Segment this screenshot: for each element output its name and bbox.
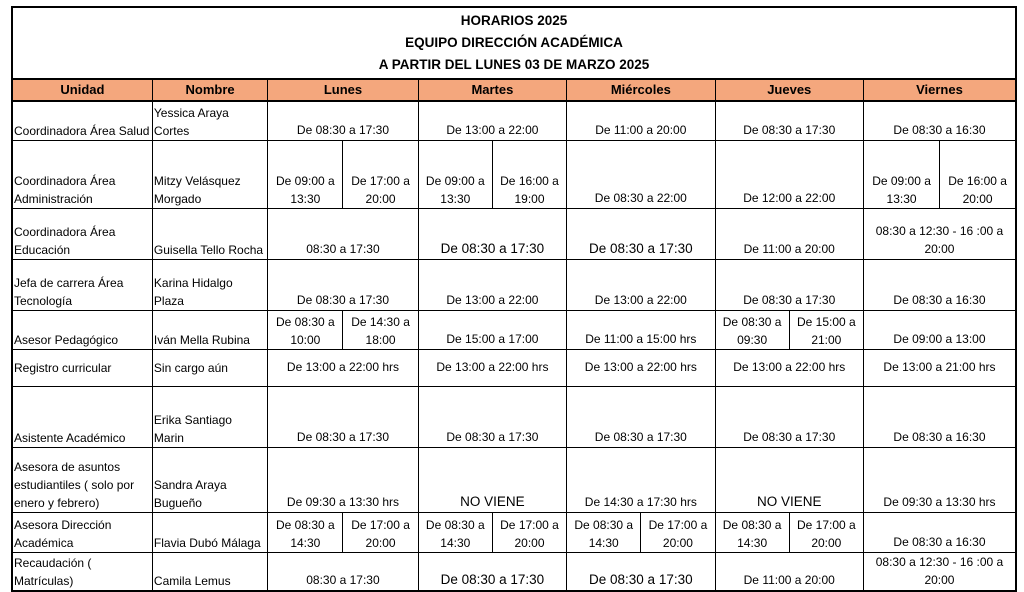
header-row (12, 79, 1016, 101)
cell-jueves-a: De 08:30 a 09:30 (715, 310, 789, 349)
cell-nombre: Camila Lemus (152, 552, 267, 591)
cell-lunes-a: De 08:30 a 14:30 (268, 512, 343, 552)
cell-unidad: Recaudación ( Matrículas) (12, 552, 152, 591)
title-block (11, 6, 1017, 78)
cell-nombre: Iván Mella Rubina (152, 310, 267, 349)
cell-viernes: De 08:30 a 16:30 (863, 259, 1016, 310)
cell-miercoles-b: De 17:00 a 20:00 (641, 512, 715, 552)
table-row (12, 101, 1016, 140)
cell-nombre: Sandra Araya Bugueño (152, 447, 267, 512)
header-jueves: Jueves (715, 79, 863, 101)
table-row (12, 310, 1016, 349)
cell-martes: De 13:00 a 22:00 hrs (418, 349, 566, 386)
cell-jueves: De 11:00 a 20:00 (715, 552, 863, 591)
cell-martes: De 15:00 a 17:00 (418, 310, 566, 349)
cell-unidad: Jefa de carrera Área Tecnología (12, 259, 152, 310)
cell-miercoles: De 08:30 a 17:30 (567, 552, 715, 591)
cell-miercoles: De 13:00 a 22:00 hrs (567, 349, 715, 386)
cell-martes: De 08:30 a 17:30 (418, 552, 566, 591)
header-nombre: Nombre (152, 79, 267, 101)
cell-unidad: Coordinadora Área Educación (12, 208, 152, 259)
cell-lunes-b: De 14:30 a 18:00 (343, 310, 418, 349)
cell-lunes: De 08:30 a 17:30 (268, 259, 418, 310)
cell-lunes: 08:30 a 17:30 (268, 552, 418, 591)
cell-lunes: De 08:30 a 17:30 (268, 386, 418, 447)
cell-viernes: De 08:30 a 16:30 (863, 386, 1016, 447)
cell-lunes-b: De 17:00 a 20:00 (343, 140, 418, 208)
cell-jueves-b: De 17:00 a 20:00 (789, 512, 863, 552)
cell-nombre: Flavia Dubó Málaga (152, 512, 267, 552)
schedule-document (11, 6, 1017, 592)
cell-jueves: De 08:30 a 17:30 (715, 259, 863, 310)
cell-martes-a: De 09:00 a 13:30 (418, 140, 492, 208)
table-row (12, 349, 1016, 386)
cell-jueves: De 13:00 a 22:00 hrs (715, 349, 863, 386)
cell-miercoles: De 08:30 a 17:30 (567, 386, 715, 447)
cell-lunes: De 08:30 a 17:30 (268, 101, 418, 140)
header-martes: Martes (418, 79, 566, 101)
cell-martes: NO VIENE (418, 447, 566, 512)
cell-lunes: De 13:00 a 22:00 hrs (268, 349, 418, 386)
cell-martes: De 08:30 a 17:30 (418, 386, 566, 447)
cell-jueves: De 08:30 a 17:30 (715, 386, 863, 447)
cell-miercoles: De 13:00 a 22:00 (567, 259, 715, 310)
cell-jueves-a: De 08:30 a 14:30 (715, 512, 789, 552)
cell-nombre: Erika Santiago Marin (152, 386, 267, 447)
cell-miercoles: De 11:00 a 20:00 (567, 101, 715, 140)
cell-miercoles: De 08:30 a 17:30 (567, 208, 715, 259)
cell-unidad: Asistente Académico (12, 386, 152, 447)
cell-viernes: 08:30 a 12:30 - 16 :00 a 20:00 (863, 552, 1016, 591)
cell-unidad: Registro curricular (12, 349, 152, 386)
cell-miercoles: De 08:30 a 22:00 (567, 140, 715, 208)
cell-miercoles-a: De 08:30 a 14:30 (567, 512, 641, 552)
title-line-1: HORARIOS 2025 (460, 13, 568, 28)
cell-nombre: Sin cargo aún (152, 349, 267, 386)
cell-lunes: 08:30 a 17:30 (268, 208, 418, 259)
cell-viernes: De 09:30 a 13:30 hrs (863, 447, 1016, 512)
cell-viernes: De 09:00 a 13:00 (863, 310, 1016, 349)
schedule-table (11, 78, 1017, 592)
cell-lunes-a: De 08:30 a 10:00 (268, 310, 343, 349)
cell-jueves: De 08:30 a 17:30 (715, 101, 863, 140)
cell-unidad: Asesora Dirección Académica (12, 512, 152, 552)
cell-jueves: NO VIENE (715, 447, 863, 512)
cell-lunes: De 09:30 a 13:30 hrs (268, 447, 418, 512)
cell-martes-a: De 08:30 a 14:30 (418, 512, 492, 552)
table-row (12, 552, 1016, 591)
table-row (12, 512, 1016, 552)
table-row (12, 208, 1016, 259)
cell-unidad: Asesora de asuntos estudiantiles ( solo por enero y febrero) (12, 447, 152, 512)
cell-jueves-b: De 15:00 a 21:00 (789, 310, 863, 349)
cell-nombre: Yessica Araya Cortes (152, 101, 267, 140)
cell-lunes-a: De 09:00 a 13:30 (268, 140, 343, 208)
cell-viernes-a: De 09:00 a 13:30 (863, 140, 939, 208)
cell-unidad: Asesor Pedagógico (12, 310, 152, 349)
cell-martes: De 08:30 a 17:30 (418, 208, 566, 259)
cell-miercoles: De 11:00 a 15:00 hrs (567, 310, 715, 349)
header-unidad: Unidad (12, 79, 152, 101)
title-line-2: EQUIPO DIRECCIÓN ACADÉMICA (405, 35, 623, 50)
table-row (12, 259, 1016, 310)
cell-viernes: De 08:30 a 16:30 (863, 512, 1016, 552)
cell-jueves: De 12:00 a 22:00 (715, 140, 863, 208)
header-viernes: Viernes (863, 79, 1016, 101)
cell-jueves: De 11:00 a 20:00 (715, 208, 863, 259)
cell-nombre: Karina Hidalgo Plaza (152, 259, 267, 310)
cell-unidad: Coordinadora Área Administración (12, 140, 152, 208)
cell-martes-b: De 17:00 a 20:00 (492, 512, 566, 552)
table-row (12, 386, 1016, 447)
title-line-3: A PARTIR DEL LUNES 03 DE MARZO 2025 (378, 57, 650, 72)
cell-viernes: De 08:30 a 16:30 (863, 101, 1016, 140)
cell-unidad: Coordinadora Área Salud (12, 101, 152, 140)
cell-viernes: 08:30 a 12:30 - 16 :00 a 20:00 (863, 208, 1016, 259)
cell-viernes-b: De 16:00 a 20:00 (940, 140, 1016, 208)
cell-miercoles: De 14:30 a 17:30 hrs (567, 447, 715, 512)
cell-martes-b: De 16:00 a 19:00 (492, 140, 566, 208)
cell-nombre: Guisella Tello Rocha (152, 208, 267, 259)
table-row (12, 447, 1016, 512)
header-miercoles: Miércoles (567, 79, 715, 101)
cell-martes: De 13:00 a 22:00 (418, 101, 566, 140)
cell-lunes-b: De 17:00 a 20:00 (343, 512, 418, 552)
cell-nombre: Mitzy Velásquez Morgado (152, 140, 267, 208)
cell-viernes: De 13:00 a 21:00 hrs (863, 349, 1016, 386)
table-row (12, 140, 1016, 208)
cell-martes: De 13:00 a 22:00 (418, 259, 566, 310)
header-lunes: Lunes (268, 79, 418, 101)
